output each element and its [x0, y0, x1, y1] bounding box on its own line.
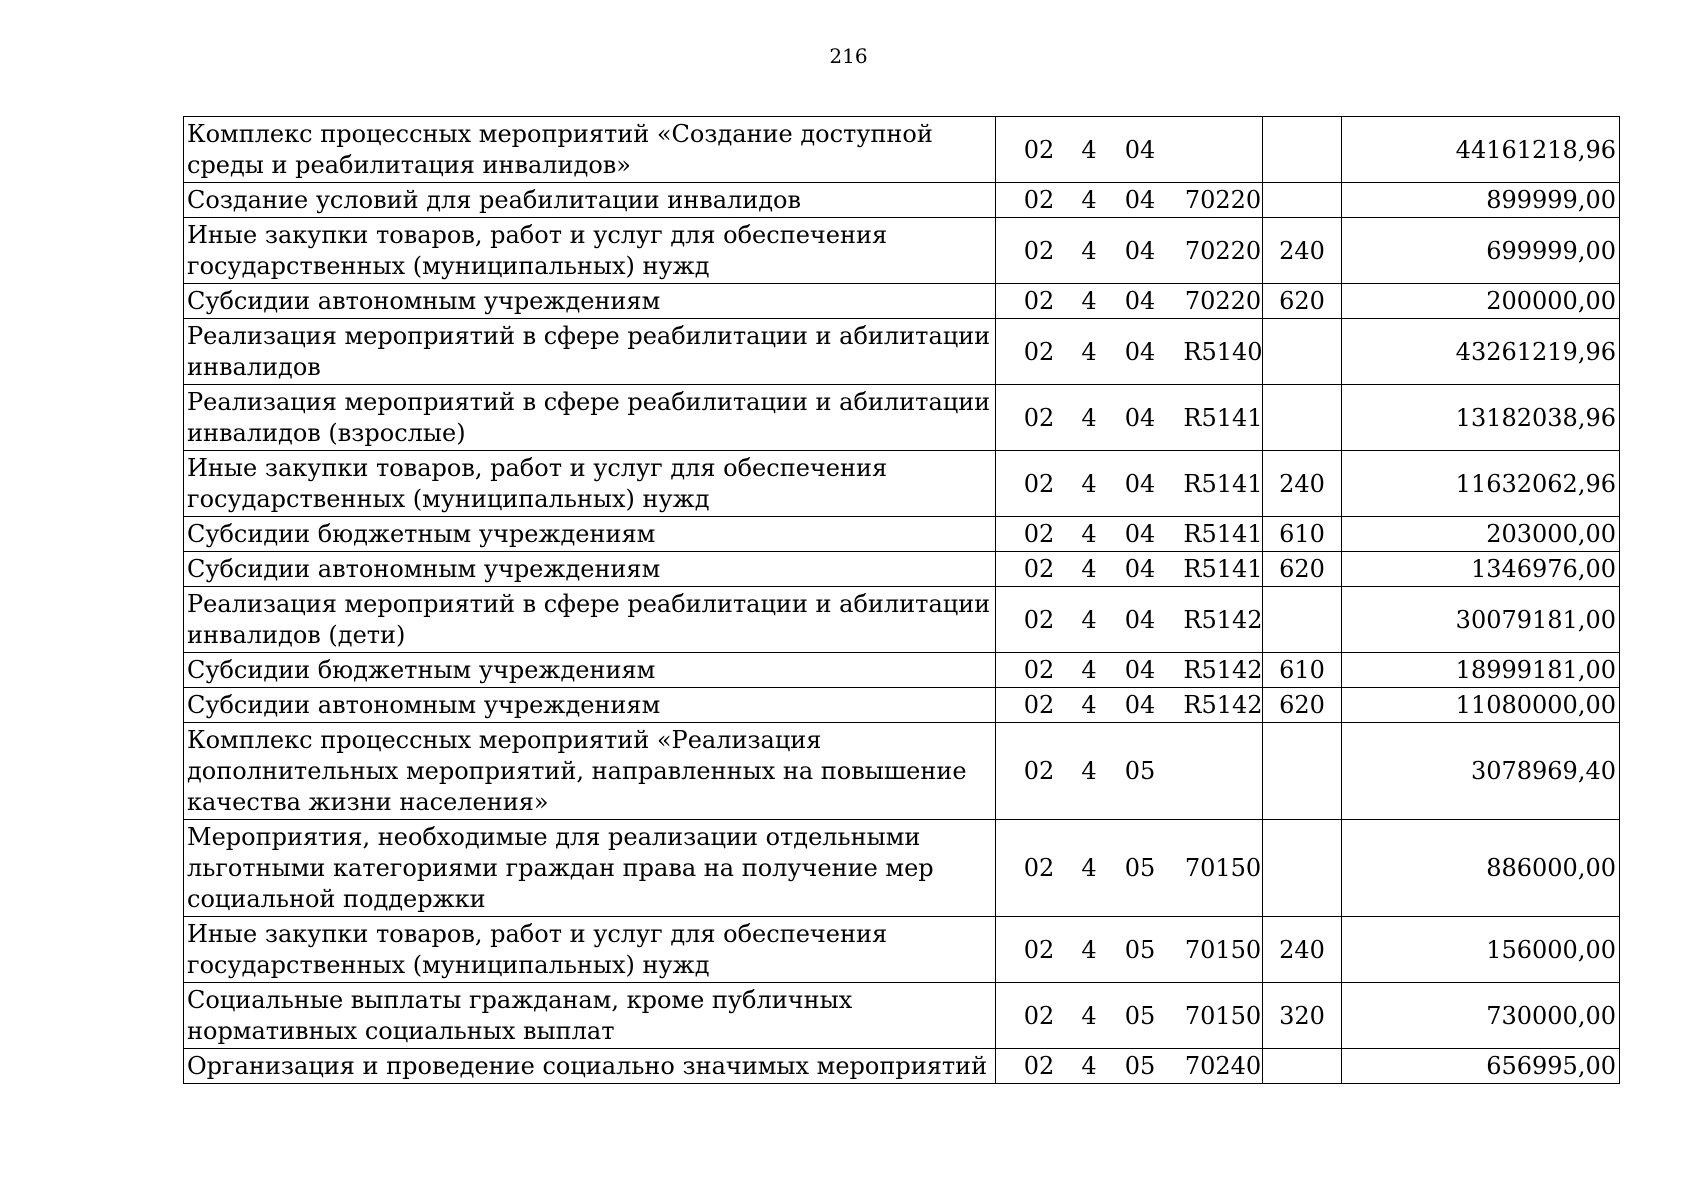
row-amount: 200000,00 — [1342, 284, 1620, 319]
table-row — [184, 587, 1620, 653]
code-program: 02 — [1023, 337, 1055, 366]
code-grid — [999, 337, 1263, 368]
code-activity: 04 — [1124, 135, 1156, 164]
code-grid — [999, 469, 1263, 500]
row-name: Иные закупки товаров, работ и услуг для обеспечения государственных (муниципальных) нужд — [184, 218, 996, 284]
code-activity: 04 — [1124, 337, 1156, 366]
code-subprogram: 4 — [1081, 236, 1097, 265]
table-row — [184, 517, 1620, 552]
row-amount: 11080000,00 — [1342, 688, 1620, 723]
row-name: Организация и проведение социально значимых мероприятий — [184, 1049, 996, 1084]
table-row — [184, 218, 1620, 284]
code-subprogram: 4 — [1081, 757, 1097, 785]
row-amount: 44161218,96 — [1342, 117, 1620, 183]
row-name: Мероприятия, необходимые для реализации отдельными льготными категориями граждан права на получение мер социальной поддержки — [184, 820, 996, 917]
code-direction: 70220 — [1184, 287, 1262, 315]
row-amount: 18999181,00 — [1342, 653, 1620, 688]
row-expense-type: 620 — [1263, 284, 1342, 319]
code-grid — [999, 554, 1263, 585]
row-expense-type: 620 — [1263, 688, 1342, 723]
row-name: Реализация мероприятий в сфере реабилитации и абилитации инвалидов (взрослые) — [184, 385, 996, 451]
code-direction: 70220 — [1184, 236, 1262, 265]
code-program: 02 — [1023, 854, 1055, 882]
row-target-code — [996, 385, 1263, 451]
code-activity: 04 — [1124, 287, 1156, 315]
row-expense-type: 620 — [1263, 552, 1342, 587]
code-activity: 05 — [1124, 757, 1156, 785]
row-amount: 30079181,00 — [1342, 587, 1620, 653]
row-name: Иные закупки товаров, работ и услуг для обеспечения государственных (муниципальных) нужд — [184, 451, 996, 517]
code-activity: 04 — [1124, 691, 1156, 719]
code-direction: R5142 — [1183, 691, 1263, 719]
code-program: 02 — [1023, 135, 1055, 164]
code-grid — [999, 853, 1262, 884]
code-direction: 70240 — [1184, 1052, 1262, 1080]
code-program: 02 — [1023, 935, 1055, 964]
table-row — [184, 284, 1620, 319]
row-target-code — [996, 552, 1263, 587]
code-subprogram: 4 — [1081, 1052, 1097, 1080]
table-row — [184, 117, 1620, 183]
table-row — [184, 552, 1620, 587]
page-number: 216 — [829, 44, 868, 68]
code-grid — [999, 756, 1259, 787]
code-grid — [999, 655, 1263, 686]
code-program: 02 — [1023, 287, 1055, 315]
row-amount: 203000,00 — [1342, 517, 1620, 552]
row-expense-type: 240 — [1263, 451, 1342, 517]
code-grid — [999, 135, 1259, 166]
row-name: Субсидии бюджетным учреждениям — [184, 517, 996, 552]
code-direction: 70220 — [1184, 186, 1262, 214]
code-direction: R5141 — [1183, 403, 1263, 432]
code-grid — [999, 935, 1262, 966]
code-program: 02 — [1023, 1052, 1055, 1080]
code-grid — [999, 519, 1263, 550]
code-direction: 70150 — [1184, 854, 1262, 882]
row-target-code — [996, 117, 1263, 183]
code-activity: 05 — [1124, 1001, 1156, 1030]
row-target-code — [996, 820, 1263, 917]
code-subprogram: 4 — [1081, 854, 1097, 882]
row-expense-type — [1263, 117, 1342, 183]
code-program: 02 — [1023, 555, 1055, 583]
row-name: Субсидии автономным учреждениям — [184, 552, 996, 587]
row-target-code — [996, 1049, 1263, 1084]
row-target-code — [996, 723, 1263, 820]
code-grid — [999, 236, 1262, 267]
row-expense-type: 610 — [1263, 517, 1342, 552]
code-program: 02 — [1023, 656, 1055, 684]
code-grid — [999, 403, 1263, 434]
row-expense-type: 320 — [1263, 983, 1342, 1049]
code-subprogram: 4 — [1081, 337, 1097, 366]
code-direction: R5141 — [1183, 555, 1263, 583]
code-program: 02 — [1023, 520, 1055, 548]
code-direction: R5140 — [1183, 337, 1263, 366]
code-subprogram: 4 — [1081, 555, 1097, 583]
code-subprogram: 4 — [1081, 469, 1097, 498]
row-expense-type — [1263, 723, 1342, 820]
code-activity: 04 — [1124, 520, 1156, 548]
code-program: 02 — [1023, 691, 1055, 719]
row-name: Реализация мероприятий в сфере реабилитации и абилитации инвалидов — [184, 319, 996, 385]
table-row — [184, 385, 1620, 451]
row-target-code — [996, 517, 1263, 552]
row-name: Социальные выплаты гражданам, кроме публичных нормативных социальных выплат — [184, 983, 996, 1049]
row-name: Субсидии бюджетным учреждениям — [184, 653, 996, 688]
code-subprogram: 4 — [1081, 935, 1097, 964]
row-amount: 43261219,96 — [1342, 319, 1620, 385]
code-grid — [999, 286, 1262, 317]
code-direction: R5142 — [1183, 605, 1263, 634]
row-amount: 1346976,00 — [1342, 552, 1620, 587]
row-name: Субсидии автономным учреждениям — [184, 688, 996, 723]
row-amount: 3078969,40 — [1342, 723, 1620, 820]
code-activity: 05 — [1124, 854, 1156, 882]
code-direction: R5141 — [1183, 469, 1263, 498]
table-row — [184, 983, 1620, 1049]
row-target-code — [996, 983, 1263, 1049]
row-amount: 699999,00 — [1342, 218, 1620, 284]
table-row — [184, 451, 1620, 517]
code-program: 02 — [1023, 186, 1055, 214]
code-program: 02 — [1023, 605, 1055, 634]
code-program: 02 — [1023, 403, 1055, 432]
row-target-code — [996, 451, 1263, 517]
code-program: 02 — [1023, 469, 1055, 498]
code-direction: R5141 — [1183, 520, 1263, 548]
table-row — [184, 820, 1620, 917]
row-name: Комплекс процессных мероприятий «Реализация дополнительных мероприятий, направленных на повышение качества жизни населения» — [184, 723, 996, 820]
row-target-code — [996, 917, 1263, 983]
code-grid — [999, 1051, 1262, 1082]
row-target-code — [996, 688, 1263, 723]
code-activity: 04 — [1124, 656, 1156, 684]
code-activity: 04 — [1124, 555, 1156, 583]
row-amount: 899999,00 — [1342, 183, 1620, 218]
code-activity: 04 — [1124, 605, 1156, 634]
code-program: 02 — [1023, 1001, 1055, 1030]
code-grid — [999, 690, 1263, 721]
code-subprogram: 4 — [1081, 691, 1097, 719]
row-name: Субсидии автономным учреждениям — [184, 284, 996, 319]
code-subprogram: 4 — [1081, 287, 1097, 315]
table-row — [184, 183, 1620, 218]
row-amount: 656995,00 — [1342, 1049, 1620, 1084]
code-direction: 70150 — [1184, 1001, 1262, 1030]
row-name: Реализация мероприятий в сфере реабилитации и абилитации инвалидов (дети) — [184, 587, 996, 653]
row-expense-type: 240 — [1263, 218, 1342, 284]
row-amount: 886000,00 — [1342, 820, 1620, 917]
code-activity: 05 — [1124, 1052, 1156, 1080]
table-row — [184, 653, 1620, 688]
row-amount: 156000,00 — [1342, 917, 1620, 983]
budget-table-body — [184, 117, 1620, 1084]
row-name: Создание условий для реабилитации инвалидов — [184, 183, 996, 218]
code-subprogram: 4 — [1081, 186, 1097, 214]
row-target-code — [996, 653, 1263, 688]
table-row — [184, 917, 1620, 983]
row-target-code — [996, 319, 1263, 385]
code-activity: 05 — [1124, 935, 1156, 964]
code-subprogram: 4 — [1081, 520, 1097, 548]
code-grid — [999, 605, 1263, 636]
row-target-code — [996, 183, 1263, 218]
row-target-code — [996, 587, 1263, 653]
code-direction: 70150 — [1184, 935, 1262, 964]
code-subprogram: 4 — [1081, 656, 1097, 684]
table-row — [184, 688, 1620, 723]
row-amount: 13182038,96 — [1342, 385, 1620, 451]
code-subprogram: 4 — [1081, 605, 1097, 634]
code-program: 02 — [1023, 757, 1055, 785]
row-amount: 730000,00 — [1342, 983, 1620, 1049]
row-target-code — [996, 284, 1263, 319]
row-expense-type: 610 — [1263, 653, 1342, 688]
code-subprogram: 4 — [1081, 135, 1097, 164]
table-row — [184, 723, 1620, 820]
code-grid — [999, 1001, 1262, 1032]
row-name: Иные закупки товаров, работ и услуг для обеспечения государственных (муниципальных) нужд — [184, 917, 996, 983]
code-activity: 04 — [1124, 236, 1156, 265]
row-target-code — [996, 218, 1263, 284]
table-row — [184, 319, 1620, 385]
table-row — [184, 1049, 1620, 1084]
code-subprogram: 4 — [1081, 403, 1097, 432]
row-expense-type: 240 — [1263, 917, 1342, 983]
code-program: 02 — [1023, 236, 1055, 265]
row-amount: 11632062,96 — [1342, 451, 1620, 517]
code-activity: 04 — [1124, 469, 1156, 498]
code-grid — [999, 185, 1262, 216]
code-activity: 04 — [1124, 403, 1156, 432]
code-activity: 04 — [1124, 186, 1156, 214]
row-name: Комплекс процессных мероприятий «Создание доступной среды и реабилитация инвалидов» — [184, 117, 996, 183]
budget-table — [183, 116, 1620, 1084]
code-subprogram: 4 — [1081, 1001, 1097, 1030]
code-direction: R5142 — [1183, 656, 1263, 684]
